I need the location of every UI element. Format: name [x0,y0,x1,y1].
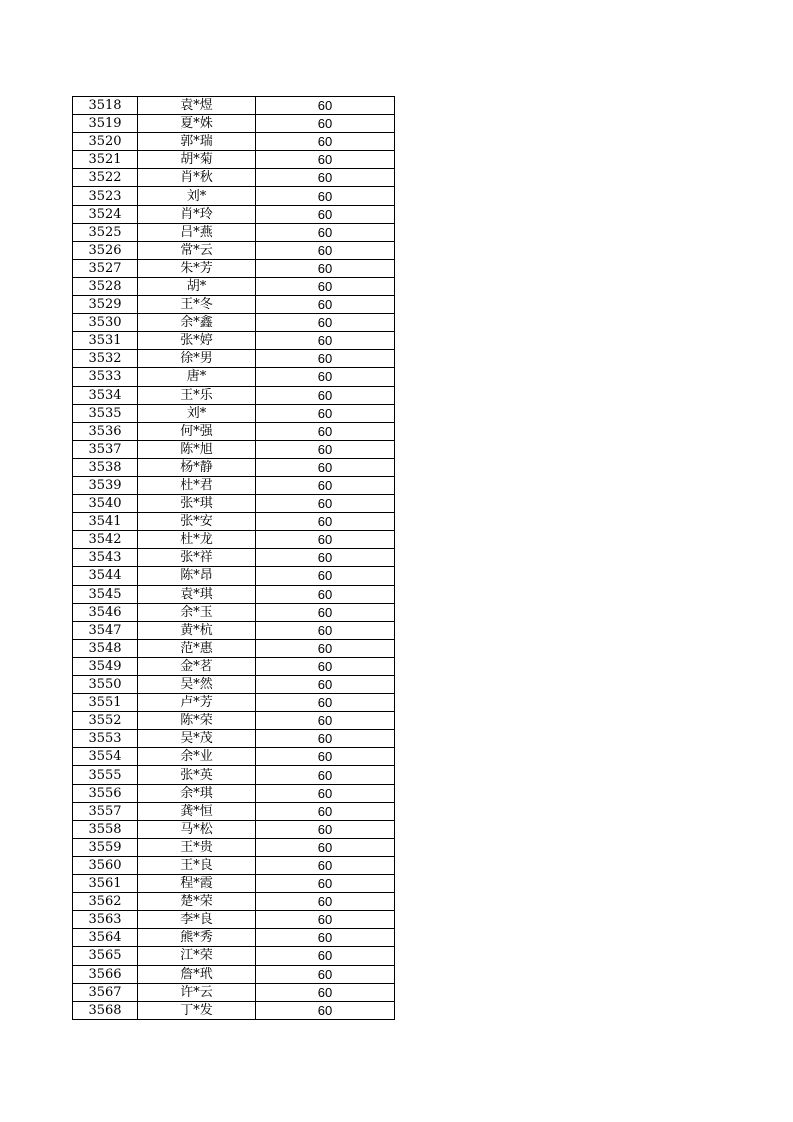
table-row [73,567,395,585]
table-row [73,549,395,567]
row-id-cell: 3556 [73,784,138,802]
row-name-cell: 肖*玲 [138,205,256,223]
row-amount-cell: 60 [256,97,395,115]
table-row [73,531,395,549]
row-amount-cell: 60 [256,332,395,350]
table-row [73,965,395,983]
table-body [73,97,395,1020]
row-id-cell: 3549 [73,657,138,675]
row-amount-cell: 60 [256,766,395,784]
table-row [73,639,395,657]
row-name-cell: 陈*荣 [138,712,256,730]
table-row [73,458,395,476]
table-row [73,585,395,603]
row-amount-cell: 60 [256,187,395,205]
row-id-cell: 3564 [73,929,138,947]
row-amount-cell: 60 [256,422,395,440]
row-id-cell: 3561 [73,875,138,893]
row-name-cell: 黄*杭 [138,621,256,639]
table-row [73,314,395,332]
row-id-cell: 3553 [73,730,138,748]
row-name-cell: 余*琪 [138,784,256,802]
row-id-cell: 3530 [73,314,138,332]
row-id-cell: 3565 [73,947,138,965]
table-row [73,350,395,368]
row-name-cell: 丁*发 [138,1001,256,1019]
row-amount-cell: 60 [256,151,395,169]
row-amount-cell: 60 [256,621,395,639]
row-amount-cell: 60 [256,639,395,657]
row-name-cell: 龚*恒 [138,802,256,820]
table-row [73,838,395,856]
row-id-cell: 3540 [73,495,138,513]
row-amount-cell: 60 [256,259,395,277]
row-name-cell: 胡* [138,277,256,295]
row-amount-cell: 60 [256,748,395,766]
table-row [73,277,395,295]
row-id-cell: 3552 [73,712,138,730]
row-name-cell: 郭*瑞 [138,133,256,151]
table-row [73,621,395,639]
row-id-cell: 3533 [73,368,138,386]
row-id-cell: 3568 [73,1001,138,1019]
row-id-cell: 3525 [73,223,138,241]
row-name-cell: 范*惠 [138,639,256,657]
row-amount-cell: 60 [256,567,395,585]
row-amount-cell: 60 [256,820,395,838]
row-amount-cell: 60 [256,241,395,259]
row-name-cell: 詹*玳 [138,965,256,983]
row-id-cell: 3536 [73,422,138,440]
row-amount-cell: 60 [256,476,395,494]
row-amount-cell: 60 [256,404,395,422]
row-name-cell: 王*乐 [138,386,256,404]
row-amount-cell: 60 [256,965,395,983]
table-row [73,676,395,694]
table-row [73,422,395,440]
row-amount-cell: 60 [256,223,395,241]
row-name-cell: 肖*秋 [138,169,256,187]
row-id-cell: 3560 [73,856,138,874]
row-id-cell: 3546 [73,603,138,621]
row-id-cell: 3562 [73,893,138,911]
row-id-cell: 3531 [73,332,138,350]
table-row [73,259,395,277]
table-row [73,694,395,712]
row-name-cell: 刘* [138,187,256,205]
table-row [73,784,395,802]
table-row [73,893,395,911]
row-id-cell: 3557 [73,802,138,820]
row-id-cell: 3532 [73,350,138,368]
row-name-cell: 李*良 [138,911,256,929]
table-row [73,911,395,929]
row-name-cell: 刘* [138,404,256,422]
table-row [73,820,395,838]
row-id-cell: 3526 [73,241,138,259]
row-id-cell: 3538 [73,458,138,476]
table-row [73,766,395,784]
table-row [73,151,395,169]
row-amount-cell: 60 [256,549,395,567]
table-row [73,513,395,531]
row-amount-cell: 60 [256,513,395,531]
row-amount-cell: 60 [256,712,395,730]
row-id-cell: 3567 [73,983,138,1001]
row-id-cell: 3551 [73,694,138,712]
row-name-cell: 杨*静 [138,458,256,476]
row-name-cell: 朱*芳 [138,259,256,277]
row-id-cell: 3535 [73,404,138,422]
row-name-cell: 吴*然 [138,676,256,694]
row-name-cell: 余*鑫 [138,314,256,332]
table-row [73,603,395,621]
table-row [73,748,395,766]
row-id-cell: 3559 [73,838,138,856]
row-amount-cell: 60 [256,784,395,802]
row-amount-cell: 60 [256,350,395,368]
row-amount-cell: 60 [256,495,395,513]
table-row [73,115,395,133]
row-amount-cell: 60 [256,368,395,386]
row-amount-cell: 60 [256,947,395,965]
row-id-cell: 3521 [73,151,138,169]
row-id-cell: 3541 [73,513,138,531]
table-row [73,802,395,820]
row-id-cell: 3554 [73,748,138,766]
row-name-cell: 王*良 [138,856,256,874]
row-amount-cell: 60 [256,676,395,694]
row-name-cell: 王*冬 [138,296,256,314]
row-id-cell: 3545 [73,585,138,603]
table-row [73,495,395,513]
row-id-cell: 3548 [73,639,138,657]
row-id-cell: 3519 [73,115,138,133]
row-name-cell: 卢*芳 [138,694,256,712]
row-amount-cell: 60 [256,730,395,748]
row-name-cell: 何*强 [138,422,256,440]
row-amount-cell: 60 [256,314,395,332]
row-name-cell: 徐*男 [138,350,256,368]
row-amount-cell: 60 [256,458,395,476]
row-amount-cell: 60 [256,277,395,295]
table-row [73,856,395,874]
row-name-cell: 程*霞 [138,875,256,893]
row-name-cell: 张*琪 [138,495,256,513]
data-table [72,96,395,1020]
row-amount-cell: 60 [256,133,395,151]
row-id-cell: 3542 [73,531,138,549]
row-amount-cell: 60 [256,440,395,458]
table-row [73,241,395,259]
row-name-cell: 王*贵 [138,838,256,856]
row-name-cell: 夏*姝 [138,115,256,133]
row-id-cell: 3543 [73,549,138,567]
row-id-cell: 3518 [73,97,138,115]
row-id-cell: 3522 [73,169,138,187]
table-row [73,97,395,115]
row-amount-cell: 60 [256,603,395,621]
row-id-cell: 3528 [73,277,138,295]
row-amount-cell: 60 [256,585,395,603]
row-amount-cell: 60 [256,929,395,947]
table-row [73,404,395,422]
row-amount-cell: 60 [256,531,395,549]
row-id-cell: 3529 [73,296,138,314]
row-id-cell: 3547 [73,621,138,639]
row-name-cell: 吴*茂 [138,730,256,748]
row-name-cell: 马*松 [138,820,256,838]
row-name-cell: 熊*秀 [138,929,256,947]
table-row [73,657,395,675]
row-name-cell: 楚*荣 [138,893,256,911]
row-amount-cell: 60 [256,893,395,911]
row-amount-cell: 60 [256,983,395,1001]
table-row [73,730,395,748]
table-row [73,332,395,350]
row-name-cell: 杜*龙 [138,531,256,549]
row-name-cell: 张*安 [138,513,256,531]
table-row [73,1001,395,1019]
row-amount-cell: 60 [256,657,395,675]
table-row [73,875,395,893]
row-id-cell: 3534 [73,386,138,404]
table-row [73,476,395,494]
row-name-cell: 胡*菊 [138,151,256,169]
row-id-cell: 3544 [73,567,138,585]
row-amount-cell: 60 [256,875,395,893]
row-id-cell: 3524 [73,205,138,223]
row-amount-cell: 60 [256,838,395,856]
row-amount-cell: 60 [256,296,395,314]
row-amount-cell: 60 [256,911,395,929]
row-id-cell: 3555 [73,766,138,784]
row-id-cell: 3566 [73,965,138,983]
table-row [73,187,395,205]
table-row [73,440,395,458]
row-amount-cell: 60 [256,694,395,712]
row-name-cell: 陈*旭 [138,440,256,458]
row-amount-cell: 60 [256,115,395,133]
row-name-cell: 余*玉 [138,603,256,621]
row-name-cell: 张*英 [138,766,256,784]
row-id-cell: 3558 [73,820,138,838]
table-row [73,296,395,314]
row-amount-cell: 60 [256,802,395,820]
row-id-cell: 3523 [73,187,138,205]
row-name-cell: 唐* [138,368,256,386]
table-row [73,169,395,187]
table-row [73,386,395,404]
row-name-cell: 杜*君 [138,476,256,494]
row-id-cell: 3563 [73,911,138,929]
row-name-cell: 常*云 [138,241,256,259]
row-id-cell: 3527 [73,259,138,277]
row-amount-cell: 60 [256,169,395,187]
row-amount-cell: 60 [256,205,395,223]
table-row [73,205,395,223]
row-name-cell: 江*荣 [138,947,256,965]
table-row [73,712,395,730]
row-name-cell: 金*茗 [138,657,256,675]
table-row [73,368,395,386]
table-row [73,983,395,1001]
row-name-cell: 余*业 [138,748,256,766]
row-name-cell: 袁*琪 [138,585,256,603]
row-id-cell: 3520 [73,133,138,151]
row-name-cell: 吕*燕 [138,223,256,241]
table-row [73,133,395,151]
table-row [73,947,395,965]
row-name-cell: 陈*昂 [138,567,256,585]
table-row [73,929,395,947]
row-id-cell: 3550 [73,676,138,694]
row-name-cell: 张*祥 [138,549,256,567]
row-id-cell: 3539 [73,476,138,494]
row-amount-cell: 60 [256,386,395,404]
row-name-cell: 许*云 [138,983,256,1001]
table-row [73,223,395,241]
row-name-cell: 张*婷 [138,332,256,350]
row-name-cell: 袁*煜 [138,97,256,115]
row-amount-cell: 60 [256,1001,395,1019]
row-amount-cell: 60 [256,856,395,874]
row-id-cell: 3537 [73,440,138,458]
